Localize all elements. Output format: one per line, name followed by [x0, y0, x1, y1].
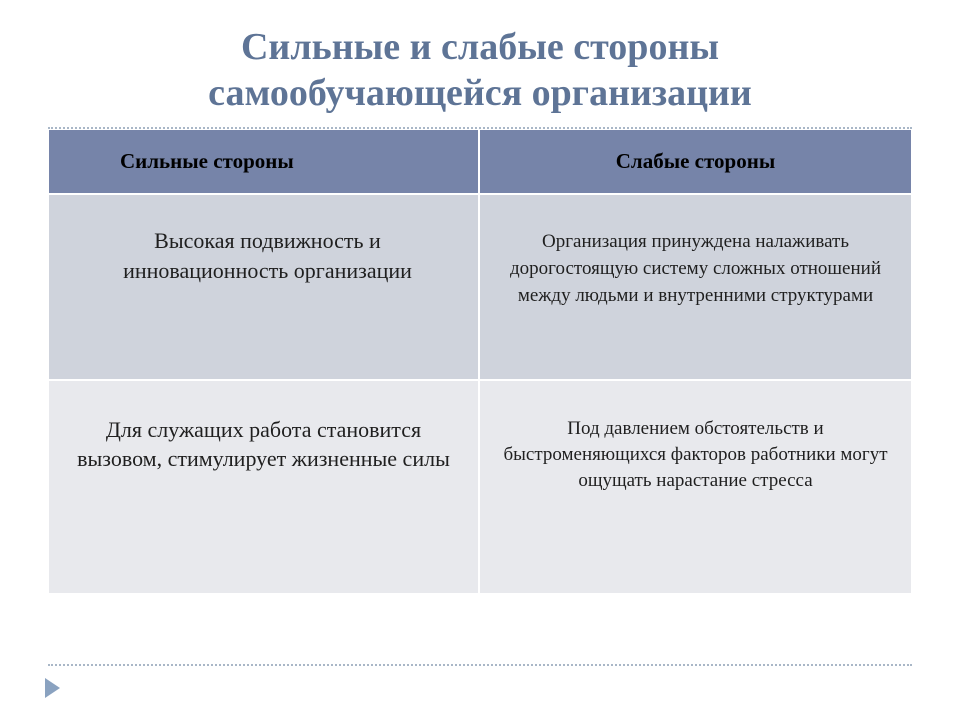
bottom-divider [48, 664, 912, 666]
triangle-bullet-icon [45, 678, 60, 698]
slide-title [60, 24, 900, 116]
header-strengths-label: Сильные стороны [120, 149, 294, 173]
strength-1-text: Высокая подвижность и инновационность организации [123, 228, 412, 283]
table-cell-strength-2 [49, 380, 479, 594]
table-row [49, 194, 911, 380]
strength-2-text: Для служащих работа становится вызовом, стимулирует жизненные силы [77, 417, 450, 471]
top-divider [48, 127, 912, 129]
slide-title-line-1: Сильные и слабые стороны [240, 26, 720, 68]
table-cell-strength-1 [49, 194, 479, 380]
weakness-1-text: Организация принуждена налаживать дорогостоящую систему сложных отношений между людьми и внутренними структурами [510, 231, 881, 306]
table-header-row [49, 130, 911, 194]
table-row [49, 380, 911, 594]
table-cell-weakness-2 [479, 380, 911, 594]
strengths-weaknesses-table [49, 130, 911, 595]
slide-title-line-2: самообучающейся организации [208, 72, 752, 114]
table-cell-weakness-1 [479, 194, 911, 380]
header-weaknesses-label: Слабые стороны [615, 149, 776, 173]
header-weaknesses [479, 130, 911, 194]
weakness-2-text: Под давлением обстоятельств и быстроменяющихся факторов работники могут ощущать нарастание стресса [503, 418, 888, 491]
header-strengths [49, 130, 479, 194]
